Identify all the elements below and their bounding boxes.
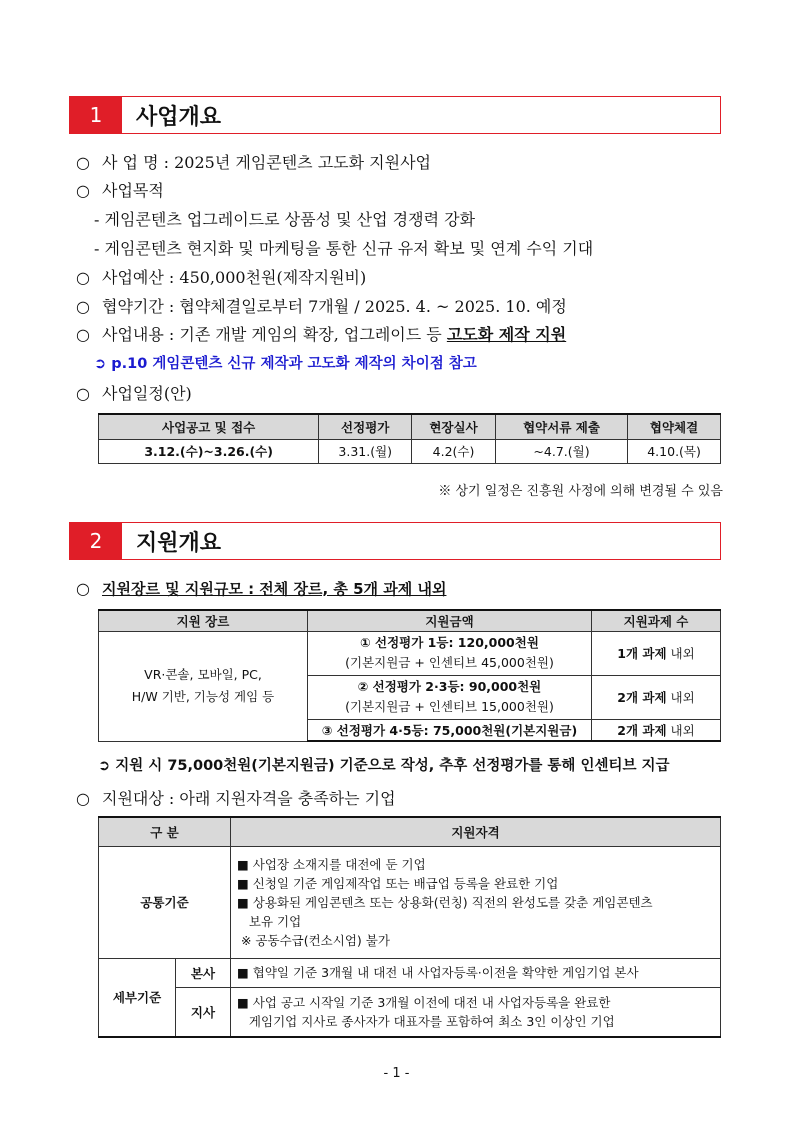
table-header: 지원과제 수	[592, 610, 721, 631]
business-content: ○ 사업내용 : 기존 개발 게임의 확장, 업그레이드 등 고도화 제작 지원	[76, 325, 567, 344]
section-2-header	[69, 522, 721, 560]
schedule-label: ○ 사업일정(안)	[76, 384, 192, 403]
branch-criteria: ■ 사업 공고 시작일 기준 3개월 이전에 대전 내 사업자등록을 완료한 게임기업 지사로 종사자가 대표자를 포함하여 최소 3인 이상인 기업	[231, 987, 721, 1037]
count-cell: 2개 과제 내외	[592, 675, 721, 719]
section-title: 지원개요	[136, 530, 222, 556]
table-header: 구 분	[99, 817, 231, 846]
table-cell: 4.2(수)	[412, 439, 496, 463]
common-criteria: ■ 사업장 소재지를 대전에 둔 기업 ■ 신청일 기준 게임제작업 또는 배급업 등록을 완료한 기업 ■ 상용화된 게임콘텐츠 또는 상용화(런칭) 직전의 완성도를 갖춘 게임콘텐츠 보유 기업 ※ 공동수급(컨소시엄) 불가	[231, 846, 721, 958]
table-cell: 4.10.(목)	[628, 439, 721, 463]
table-cell: 3.31.(월)	[319, 439, 412, 463]
branch-label: 지사	[176, 987, 231, 1037]
genre-cell: VR·콘솔, 모바일, PC, H/W 기반, 기능성 게임 등	[99, 631, 308, 741]
common-label: 공통기준	[99, 846, 231, 958]
hq-label: 본사	[176, 958, 231, 987]
table-header: 선정평가	[319, 414, 412, 439]
agreement-period: ○ 협약기간 : 협약체결일로부터 7개월 / 2025. 4. ~ 2025. 10. 예정	[76, 297, 567, 316]
business-purpose: ○ 사업목적	[76, 181, 164, 200]
table-header: 사업공고 및 접수	[99, 414, 319, 439]
support-hint: ➲ 지원 시 75,000천원(기본지원금) 기준으로 작성, 추후 선정평가를 통해 인센티브 지급	[98, 758, 670, 774]
business-name: ○ 사 업 명 : 2025년 게임콘텐츠 고도화 지원사업	[76, 153, 432, 172]
tier-cell: ① 선정평가 1등: 120,000천원 (기본지원금 + 인센티브 45,000천원)	[308, 631, 592, 675]
schedule-table	[98, 413, 721, 464]
business-budget: ○ 사업예산 : 450,000천원(제작지원비)	[76, 268, 367, 287]
table-header: 지원자격	[231, 817, 721, 846]
table-cell: 3.12.(수)~3.26.(수)	[99, 439, 319, 463]
page-number: - 1 -	[383, 1066, 410, 1081]
support-target: ○ 지원대상 : 아래 지원자격을 충족하는 기업	[76, 789, 396, 808]
section-1-header	[69, 96, 721, 134]
tier-cell: ③ 선정평가 4·5등: 75,000천원(기본지원금)	[308, 719, 592, 741]
purpose-item: - 게임콘텐츠 업그레이드로 상품성 및 산업 경쟁력 강화	[94, 210, 476, 229]
table-header: 현장실사	[412, 414, 496, 439]
support-scale: ○ 지원장르 및 지원규모 : 전체 장르, 총 5개 과제 내외	[76, 579, 447, 598]
table-header: 지원 장르	[99, 610, 308, 631]
section-title: 사업개요	[136, 104, 222, 130]
table-header: 지원금액	[308, 610, 592, 631]
purpose-item: - 게임콘텐츠 현지화 및 마케팅을 통한 신규 유저 확보 및 연계 수익 기대	[94, 239, 594, 258]
detail-label: 세부기준	[99, 958, 176, 1037]
hq-criteria: ■ 협약일 기준 3개월 내 대전 내 사업자등록·이전을 확약한 게임기업 본사	[231, 958, 721, 987]
section-number: 1	[70, 97, 122, 133]
eligibility-table	[98, 816, 721, 1038]
table-header: 협약서류 제출	[495, 414, 627, 439]
schedule-note: ※ 상기 일정은 진흥원 사정에 의해 변경될 수 있음	[438, 484, 723, 499]
reference-note: ➲ p.10 게임콘텐츠 신규 제작과 고도화 제작의 차이점 참고	[94, 356, 477, 372]
support-table	[98, 609, 721, 742]
tier-cell: ② 선정평가 2·3등: 90,000천원 (기본지원금 + 인센티브 15,000천원)	[308, 675, 592, 719]
count-cell: 2개 과제 내외	[592, 719, 721, 741]
arrow-icon: ➲	[94, 356, 107, 372]
section-number: 2	[70, 523, 122, 559]
count-cell: 1개 과제 내외	[592, 631, 721, 675]
table-header: 협약체결	[628, 414, 721, 439]
table-cell: ~4.7.(월)	[495, 439, 627, 463]
